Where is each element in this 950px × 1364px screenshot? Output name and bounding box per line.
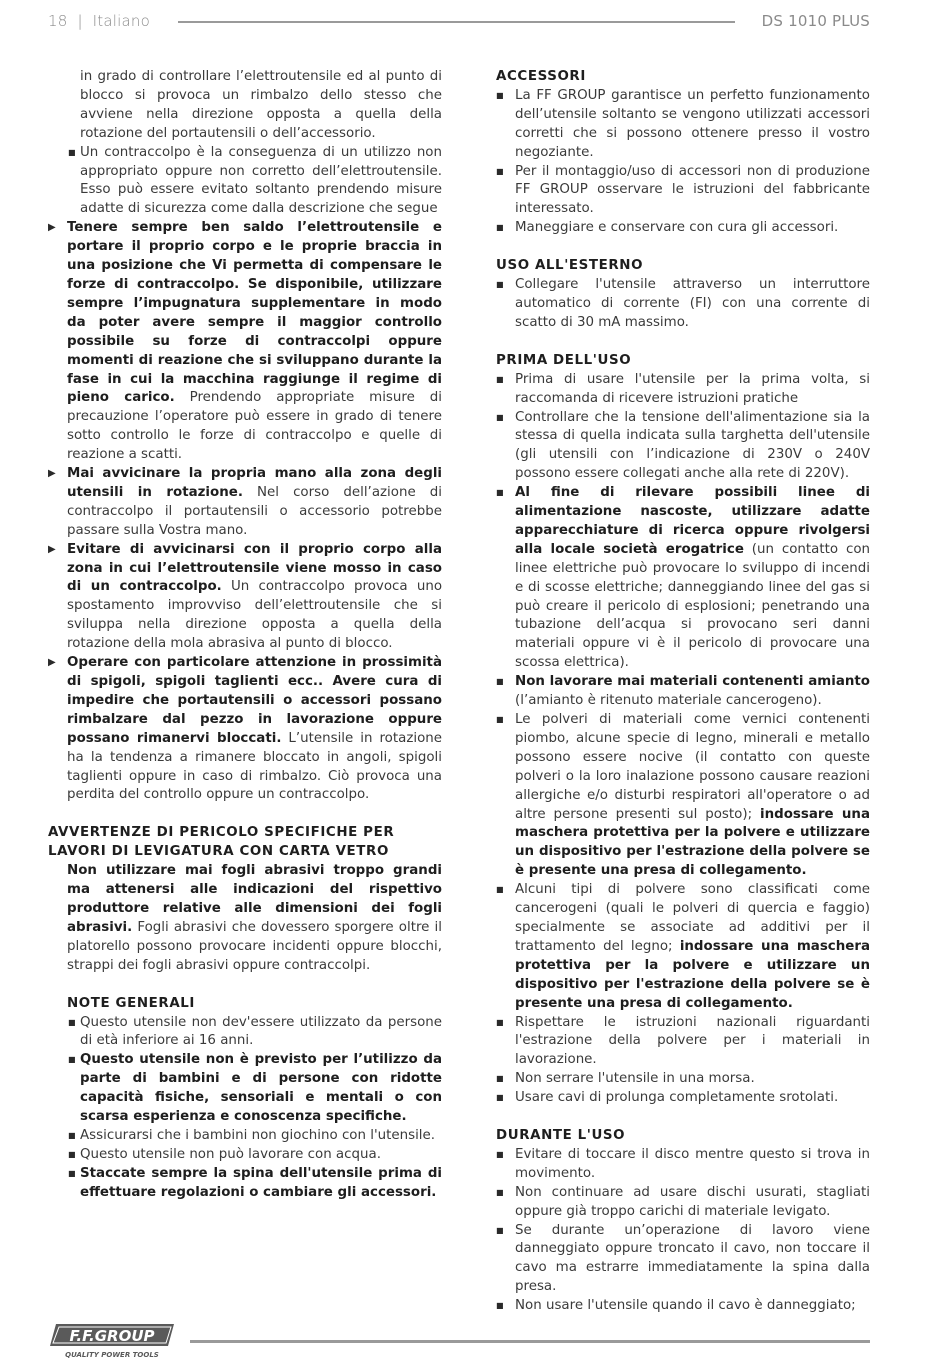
square-bullet-icon: ■ [496,90,504,100]
svg-text:F.F.GROUP: F.F.GROUP [69,1327,155,1345]
list-item: ■ Staccate sempre la spina dell'utensile prima di effettuare regolazioni o cambiare gli accessori. [68,1165,442,1200]
header-rule [178,21,735,23]
square-bullet-icon: ■ [68,147,76,157]
square-bullet-icon: ■ [496,223,504,233]
square-bullet-icon: ■ [496,374,504,384]
list-item: ■ Collegare l'utensile attraverso un interruttore automatico di corrente (FI) con una corrente di scatto di 30 mA massimo. [496,277,870,330]
section-heading: AVVERTENZE DI PERICOLO SPECIFICHE PER LAVORI DI LEVIGATURA CON CARTA VETRO [48,825,395,860]
square-bullet-icon: ■ [68,1055,76,1065]
list-item: ■ Questo utensile non può lavorare con acqua. [48,1146,442,1165]
square-bullet-icon: ■ [496,166,504,176]
left-column [48,68,442,1203]
section-heading: DURANTE L'USO [496,1128,626,1144]
list-item: ■ Usare cavi di prolunga completamente srotolati. [496,1089,870,1108]
triangle-bullet-icon: ▶ [48,657,56,669]
list-item: ■ Prima di usare l'utensile per la prima volta, si raccomanda di ricevere istruzioni pratiche [496,371,870,406]
list-item: ■ La FF GROUP garantisce un perfetto funzionamento dell’utensile soltanto se vengono utilizzati accessori corretti che si possono ottenere presso il vostro negoziante. [496,87,870,160]
list-item: ■ Assicurarsi che i bambini non giochino con l'utensile. [48,1127,442,1146]
list-item: ■ Questo utensile non dev'essere utilizzato da persone di età inferiore ai 16 anni. [68,1014,442,1049]
list-item: ■ Questo utensile non è previsto per l’utilizzo da parte di bambini e di persone con ridotte capacità fisiche, sensoriali e mentali o con scarsa esperienza e conoscenza specifiche. [68,1052,442,1125]
section-heading: NOTE GENERALI [67,995,196,1011]
square-bullet-icon: ■ [496,1093,504,1103]
triangle-bullet-icon: ▶ [48,468,56,480]
square-bullet-icon: ■ [496,1301,504,1311]
list-item: ■ Controllare che la tensione dell'alimentazione sia la stessa di quella indicata sulla targhetta dell'utensile (gli utensili con l’indicazione di 230V o 240V possono essere collegati anche alla rete di 220V). [496,409,870,482]
square-bullet-icon: ■ [496,1074,504,1084]
list-item: ■ Un contraccolpo è la conseguenza di un utilizzo non appropriato oppure non corretto dell’elettroutensile. Esso può essere evitato soltanto prendendo misure adatte di sicurezza come dalla descrizione che segue [68,144,442,217]
square-bullet-icon: ■ [496,280,504,290]
square-bullet-icon: ■ [496,1149,504,1159]
right-column [496,68,870,1316]
square-bullet-icon: ■ [496,885,504,895]
square-bullet-icon: ■ [496,1187,504,1197]
square-bullet-icon: ■ [496,412,504,422]
square-bullet-icon: ■ [496,1225,504,1235]
list-item: ■ Maneggiare e conservare con cura gli accessori. [496,219,870,238]
paragraph: Non utilizzare mai fogli abrasivi troppo grandi ma attenersi alle indicazioni del rispettivo produttore relative alle dimensioni dei fogli abrasivi. Fogli abrasivi che dovessero sporgere oltre il platorello possono provocare incidenti oppure blocchi, strappi dei fogli abrasivi oppure contraccolpi. [67,863,442,973]
square-bullet-icon: ■ [496,1017,504,1027]
square-bullet-icon: ■ [496,715,504,724]
section-heading: ACCESSORI [496,69,586,84]
list-item: ■ Non usare l'utensile quando il cavo è danneggiato; [496,1297,870,1316]
list-item: ▶ Mai avvicinare la propria mano alla zona degli utensili in rotazione. Nel corso dell’azione di contraccolpo il portautensili o accessorio potrebbe passare sulla Vostra mano. [48,466,442,538]
list-item: ■ Se durante un’operazione di lavoro viene danneggiato oppure troncato il cavo, non toccare il cavo ma estrarre immediatamente la spina dalla presa. [496,1222,870,1295]
square-bullet-icon: ■ [496,677,504,687]
list-item: ■ Non continuare ad usare dischi usurati, stagliati oppure già troppo carichi di materiale levigato. [496,1184,870,1219]
square-bullet-icon: ■ [68,1168,76,1178]
square-bullet-icon: ■ [68,1130,76,1140]
list-item: ▶ Evitare di avvicinarsi con il proprio corpo alla zona in cui l’elettroutensile viene mosso in caso di un contraccolpo. Un contraccolpo provoca uno spostamento improvviso dell’elettroutensile che si sviluppa nella direzione opposta a quella della rotazione della mola abrasiva al punto di blocco. [48,541,443,652]
footer-rule [190,1340,870,1343]
list-item: ■ Rispettare le istruzioni nazionali riguardanti l'estrazione della polvere per i materiali in lavorazione. [496,1014,870,1068]
triangle-bullet-icon: ▶ [48,543,56,555]
list-item: ■ Non serrare l'utensile in una morsa. [496,1070,870,1089]
triangle-bullet-icon: ▶ [48,222,56,234]
square-bullet-icon: ■ [496,488,504,498]
ffgroup-logo [48,1320,176,1360]
page-footer [48,1320,870,1360]
square-bullet-icon: ■ [68,1017,76,1027]
list-item: ▶ Tenere sempre ben saldo l’elettroutensile e portare il proprio corpo e le proprie braccia in una posizione che Vi permetta di compensare le forze di contraccolpo. Se disponibile, utilizzare sempre l’impugnatura supplementare in modo da poter avere sempre il maggior controllo possibile su forze di contraccolpi oppure momenti di reazione che si sviluppano durante la fase in cui la macchina raggiunge il regime di pieno carico. Prendendo appropriate misure di precauzione l’operatore può essere in grado di tenere sotto controllo le forze di contraccolpo e quelle di reazione a scatti. [48,220,442,463]
model-label: DS 1010 PLUS [761,12,870,30]
list-item: ■ Al fine di rilevare possibili linee di alimentazione nascoste, utilizzare adatte apparecchiature di ricerca oppure rivolgersi alla locale società erogatrice (un contatto con linee elettriche può provocare lo sviluppo di incendi e di scosse elettriche; danneggiando linee del gas si può creare il pericolo di esplosioni; penetrando una tubazione dell’acqua si provocano seri danni materiali oppure vi è il pericolo di provocare una scossa elettrica). [496,485,870,671]
list-item: ■ Non lavorare mai materiali contenenti amianto (l’amianto è ritenuto materiale cancerogeno). [496,674,870,709]
list-item: ■ Le polveri di materiali come vernici contenenti piombo, alcune specie di legno, minerali e metallo possono essere nocive (il contatto con queste polveri o la loro inalazione possono causare reazioni allergiche e/o disturbi respiratori all'operatore o ad altre persone presenti sul posto); indossare una maschera protettiva per la polvere e utilizzare un dispositivo per l'estrazione della polvere se è presente una presa di collegamento. [496,712,870,879]
list-item: ■ Alcuni tipi di polvere sono classificati come cancerogeni (quali le polveri di quercia e faggio) specialmente se associate ad additivi per il trattamento del legno; indossare una maschera protettiva per la polvere e utilizzare un dispositivo per l'estrazione della polvere se è presente una presa di collegamento. [496,882,870,1011]
language-label: Italiano [92,12,150,30]
page-number: 18 [48,12,68,30]
section-heading: USO ALL'ESTERNO [496,258,644,274]
svg-text:QUALITY POWER TOOLS: QUALITY POWER TOOLS [65,1351,159,1359]
list-item: ■ Evitare di toccare il disco mentre questo si trova in movimento. [496,1146,870,1181]
page-number-language [48,12,150,30]
page-header [48,12,870,34]
section-heading: PRIMA DELL'USO [496,352,632,368]
list-item: ■ Per il montaggio/uso di accessori non di produzione FF GROUP osservare le istruzioni del fabbricante interessato. [496,163,870,217]
list-item: ▶ Operare con particolare attenzione in prossimità di spigoli, spigoli taglienti ecc.. Avere cura di impedire che portautensili o accessori possano rimbalzare dal pezzo in lavorazione oppure possano rimanervi bloccati. L’utensile in rotazione ha la tendenza a rimanere bloccato in angoli, spigoli taglienti oppure in caso di rimbalzo. Ciò provoca una perdita del controllo oppure un contraccolpo. [48,655,442,803]
header-separator: | [77,12,83,30]
paragraph: in grado di controllare l’elettroutensile ed al punto di blocco si provoca un rimbalzo dello stesso che avviene nella direzione opposta a quella della rotazione del portautensili o dell’accessorio. [80,69,442,141]
square-bullet-icon: ■ [68,1149,76,1159]
